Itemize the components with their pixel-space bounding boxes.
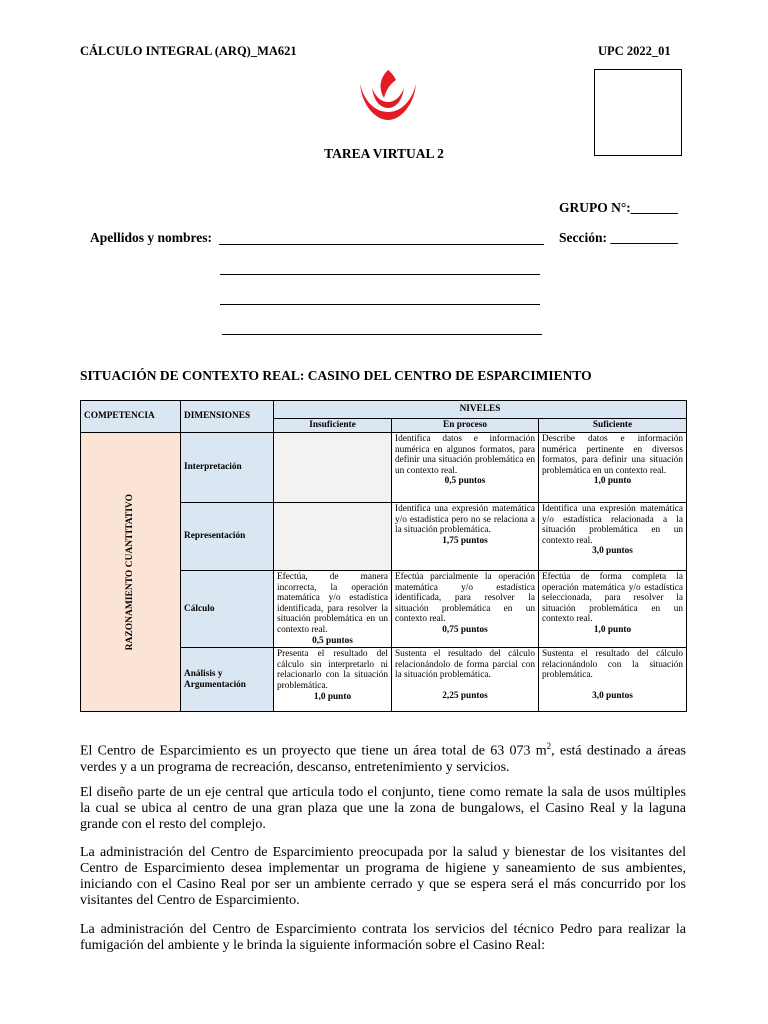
photo-box [594,69,682,156]
group-field[interactable]: GRUPO N°:_______ [559,200,679,215]
rubric-table [80,400,687,712]
level-en-proceso: En proceso [392,419,539,433]
names-line-3[interactable] [220,304,540,305]
cell-suficiente: Describe datos e información numérica pertinente en diversos formatos, para definir una situación problemática en un contexto real. 1,0 punto [539,433,687,503]
dimension-representacion: Representación [181,503,274,571]
names-line-4[interactable] [222,334,542,335]
paragraph-3: La administración del Centro de Esparcimiento preocupada por la salud y bienestar de los visitantes del Centro de Esparcimiento desea implementar un programa de higiene y saneamiento de sus ambientes, iniciando con el Casino Real por ser un ambiente cerrado y que se espera será el más concurrido por los visitantes del Centro de Esparcimiento. [80,845,686,908]
cell-insuficiente: Presenta el resultado del cálculo sin interpretarlo ni relacionarlo con la situación problemática. 1,0 punto [274,648,392,712]
cell-insuficiente [274,433,392,503]
competencia-cell [81,433,181,712]
cell-suficiente: Identifica una expresión matemática y/o estadística relacionada a la situación problemática en un contexto real. 3,0 puntos [539,503,687,571]
cell-en-proceso: Identifica una expresión matemática y/o estadística pero no se relaciona a la situación problemática. 1,75 puntos [392,503,539,571]
level-suficiente: Suficiente [539,419,687,433]
course-header: CÁLCULO INTEGRAL (ARQ)_MA621 [80,44,297,58]
upc-logo-icon [356,66,420,124]
section-field[interactable]: Sección: __________ [559,230,678,245]
names-label: Apellidos y nombres: [90,230,213,245]
names-line-1[interactable] [219,244,544,245]
header-dimensiones: DIMENSIONES [181,401,274,433]
level-insuficiente: Insuficiente [274,419,392,433]
cell-en-proceso: Identifica datos e información numérica en algunos formatos, para definir una situación problemática en un contexto real. 0,5 puntos [392,433,539,503]
competencia-label: RAZONAMIENTO CUANTITATIVO [125,493,136,651]
cell-en-proceso: Sustenta el resultado del cálculo relacionándolo de forma parcial con la situación problemática. 2,25 puntos [392,648,539,712]
cell-insuficiente: Efectúa, de manera incorrecta, la operación matemática y/o estadística identificada, para resolver la situación problemática en un contexto real. 0,5 puntos [274,571,392,648]
paragraph-1: El Centro de Esparcimiento es un proyecto que tiene un área total de 63 073 $m^2$, está destinado a áreas verdes y a un programa de recreación, descanso, entretenimiento y servicios. [80,741,686,775]
header-competencia: COMPETENCIA [81,401,181,433]
cell-en-proceso: Efectúa parcialmente la operación matemática y/o estadística identificada, para resolver la situación problemática en un contexto real. 0,75 puntos [392,571,539,648]
cell-suficiente: Efectúa de forma completa la operación matemática y/o estadística seleccionada, para resolver la situación problemática en un contexto real. 1,0 punto [539,571,687,648]
cell-suficiente: Sustenta el resultado del cálculo relacionándolo con la situación problemática. 3,0 puntos [539,648,687,712]
dimension-interpretacion: Interpretación [181,433,274,503]
paragraph-4: La administración del Centro de Esparcimiento contrata los servicios del técnico Pedro para realizar la fumigación del ambiente y le brinda la siguiente información sobre el Casino Real: [80,922,686,953]
names-line-2[interactable] [220,274,540,275]
section-title: SITUACIÓN DE CONTEXTO REAL: CASINO DEL CENTRO DE ESPARCIMIENTO [80,368,592,383]
cell-insuficiente [274,503,392,571]
term-header: UPC 2022_01 [598,44,671,58]
page-title: TAREA VIRTUAL 2 [324,146,444,161]
paragraph-2: El diseño parte de un eje central que articula todo el conjunto, tiene como remate la sala de usos múltiples la cual se ubica al centro de una gran plaza que une la zona de bungalows, el Casino Real y la laguna grande con el resto del complejo. [80,785,686,832]
dimension-calculo: Cálculo [181,571,274,648]
dimension-analisis: Análisis y Argumentación [181,648,274,712]
header-niveles: NIVELES [274,401,687,419]
